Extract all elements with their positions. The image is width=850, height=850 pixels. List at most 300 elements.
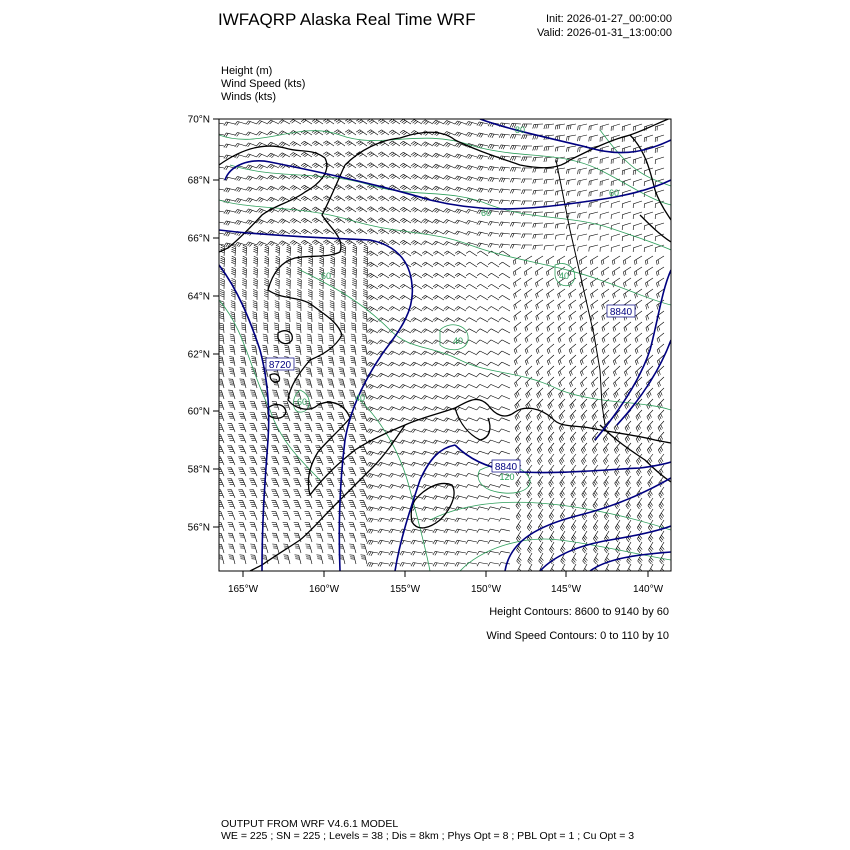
wind-barb	[522, 190, 533, 194]
wind-barb	[615, 531, 620, 542]
wind-barb	[378, 518, 389, 522]
wind-barb	[592, 454, 598, 465]
wind-barb	[351, 334, 356, 344]
wind-barb	[312, 119, 323, 124]
wind-barb	[646, 366, 653, 376]
wind-barb	[444, 262, 455, 267]
wind-barb	[466, 384, 477, 388]
wind-barb	[378, 152, 389, 157]
wind-barb	[559, 410, 565, 420]
wind-barb	[637, 476, 642, 487]
wind-barb	[389, 362, 400, 366]
wind-barb	[613, 289, 620, 298]
wind-barb	[657, 344, 664, 354]
wind-barb	[275, 245, 279, 256]
wind-barb	[367, 496, 378, 501]
wind-barb	[600, 234, 609, 241]
wind-barb	[378, 529, 389, 533]
wind-barb	[367, 262, 378, 267]
wind-barb	[301, 152, 312, 157]
wind-barb	[312, 163, 323, 168]
wind-barb	[515, 377, 522, 387]
wind-barb	[231, 290, 235, 301]
wind-barb	[356, 130, 367, 135]
wind-barb	[634, 256, 642, 265]
wind-barb	[455, 396, 466, 400]
wind-barb	[262, 345, 268, 355]
wind-barb	[559, 399, 565, 409]
wind-barb	[455, 551, 466, 555]
wind-barb	[422, 142, 433, 147]
wind-barb	[239, 533, 246, 542]
wind-barb	[591, 311, 598, 321]
wind-barb	[525, 366, 532, 376]
wind-barb	[341, 256, 345, 267]
wind-barb	[422, 219, 433, 224]
wind-barb	[444, 143, 455, 148]
wind-barb	[422, 362, 433, 366]
wind-barb	[537, 443, 543, 454]
wind-barb	[249, 446, 257, 454]
wind-barb	[263, 334, 268, 344]
wind-barb	[264, 290, 268, 301]
wind-barb	[323, 185, 334, 190]
wind-barb	[455, 462, 466, 466]
wind-barb	[279, 120, 290, 124]
wind-barb	[389, 540, 400, 544]
wind-barb	[389, 507, 400, 511]
wind-barb	[477, 284, 488, 289]
wind-barb	[378, 284, 389, 289]
wind-barb	[589, 157, 598, 164]
wind-barb	[301, 229, 312, 234]
wind-barb	[389, 451, 400, 455]
wind-barb	[400, 451, 411, 455]
wind-barb	[400, 496, 411, 500]
wind-barb	[455, 518, 466, 522]
wind-barb	[294, 413, 301, 422]
wind-barb	[260, 479, 268, 487]
wind-barb	[323, 240, 334, 245]
wind-barb	[316, 424, 324, 432]
wind-barb	[411, 318, 422, 322]
wind-barb	[548, 454, 554, 465]
wind-barb	[455, 473, 466, 477]
wind-barb	[444, 132, 455, 137]
wind-barb	[613, 333, 620, 343]
wind-barb	[444, 473, 455, 477]
wind-barb	[328, 368, 334, 377]
wind-barb	[249, 479, 257, 487]
wind-barb	[525, 289, 532, 298]
wind-barb	[334, 196, 345, 201]
wind-barb	[290, 241, 301, 246]
wind-barb	[591, 366, 598, 376]
wind-barb	[455, 307, 466, 312]
wind-barb	[477, 243, 488, 247]
wind-barb	[655, 124, 664, 131]
wind-barb	[605, 564, 610, 575]
wind-barb	[536, 278, 544, 287]
wind-barb	[363, 245, 367, 256]
wind-barb	[297, 245, 301, 256]
wind-barb	[549, 509, 554, 520]
wind-barb	[279, 219, 290, 224]
wind-barb	[600, 124, 609, 131]
wind-barb	[466, 154, 477, 159]
wind-barb	[348, 468, 356, 476]
wind-barb	[227, 479, 235, 487]
wind-barb	[367, 384, 378, 389]
wind-barb	[582, 487, 587, 498]
wind-barb	[455, 220, 466, 224]
height-contour-label: 8840	[609, 307, 633, 318]
wind-barb	[378, 163, 389, 168]
wind-barb	[433, 186, 444, 191]
wind-barb	[367, 152, 378, 157]
wind-barb	[295, 555, 302, 564]
wind-barb	[301, 218, 312, 223]
field-label-winds: Winds (kts)	[221, 91, 276, 103]
wind-barb	[555, 212, 565, 217]
wind-barb	[455, 351, 466, 355]
wind-barb	[250, 401, 257, 410]
wind-barb	[455, 529, 466, 533]
wind-barb	[389, 518, 400, 522]
wind-barb	[422, 208, 433, 213]
plot-title: IWFAQRP Alaska Real Time WRF	[218, 10, 476, 29]
wind-barb	[286, 245, 290, 256]
wind-barb	[251, 368, 257, 377]
wind-barb	[224, 144, 235, 148]
wind-barb	[656, 256, 664, 265]
wind-barb	[622, 168, 631, 175]
wind-barb	[477, 307, 488, 312]
wind-barb	[522, 245, 533, 249]
wind-barb	[257, 187, 268, 192]
wind-barb	[339, 345, 345, 355]
wind-barb	[600, 245, 609, 252]
wind-barb	[306, 345, 312, 355]
wind-barb	[367, 218, 378, 223]
wind-barb	[433, 273, 444, 278]
wind-barb	[466, 209, 477, 213]
wind-barb	[250, 413, 257, 422]
wind-barb	[455, 318, 466, 322]
wind-barb	[217, 544, 224, 553]
wind-barb	[317, 357, 323, 367]
map-tick-labels	[188, 115, 664, 596]
wind-barb	[528, 553, 533, 564]
wind-barb	[566, 135, 576, 141]
wind-barb	[341, 267, 345, 278]
wind-barb	[592, 410, 598, 420]
wind-barb	[593, 531, 598, 542]
wind-barb	[555, 168, 565, 173]
wind-barb	[318, 323, 323, 333]
wind-barb	[560, 487, 565, 498]
wind-barb	[533, 201, 543, 206]
wind-barb	[213, 166, 224, 170]
wind-barb	[286, 301, 290, 311]
wind-barb	[422, 384, 433, 388]
wind-barb	[275, 312, 280, 322]
wind-barb	[549, 487, 554, 498]
wind-barb	[294, 522, 301, 531]
wind-barb	[544, 168, 554, 173]
wind-barb	[411, 407, 422, 411]
wind-barb	[558, 366, 565, 376]
wind-barb	[568, 256, 576, 265]
wind-barb	[569, 300, 576, 309]
wind-barb	[389, 473, 400, 477]
wind-barb	[253, 245, 257, 256]
height-contour-legend: Height Contours: 8600 to 9140 by 60	[489, 606, 669, 618]
wind-barb	[378, 396, 389, 400]
wind-barb	[312, 229, 323, 234]
wind-barb	[235, 242, 246, 247]
wind-barb	[477, 351, 488, 355]
wind-barb	[305, 512, 313, 520]
wind-barb	[389, 262, 400, 267]
wind-barb	[444, 165, 455, 170]
wind-barb	[271, 457, 279, 465]
wind-barb	[569, 355, 576, 365]
wind-barb	[378, 540, 389, 544]
wind-barb	[647, 421, 653, 432]
wind-barb	[296, 334, 301, 344]
wind-barb	[220, 290, 224, 301]
valid-time: Valid: 2026-01-31_13:00:00	[537, 27, 672, 39]
wind-barb	[593, 476, 598, 487]
wind-barb	[455, 198, 466, 203]
wind-barb	[635, 344, 642, 354]
wind-barb	[594, 553, 599, 564]
wind-barb	[308, 256, 312, 267]
wind-barb	[352, 301, 356, 311]
wind-barb	[345, 141, 356, 146]
wind-barb	[635, 333, 642, 343]
wind-barb	[646, 278, 654, 287]
wind-barb	[611, 212, 620, 219]
wind-barb	[444, 418, 455, 422]
wind-barb	[657, 322, 664, 332]
wind-barb	[367, 563, 378, 567]
wind-barb	[477, 155, 488, 160]
wind-barb	[499, 551, 510, 555]
wind-barb	[422, 496, 433, 500]
wind-barb	[293, 468, 301, 476]
wind-barb	[590, 267, 598, 276]
wind-barb	[230, 334, 235, 344]
wind-barb	[444, 251, 455, 256]
wind-barb	[224, 122, 235, 126]
wind-barb	[360, 424, 368, 432]
wind-barb	[539, 553, 544, 564]
wind-barb	[444, 121, 455, 126]
wind-barb	[389, 485, 400, 489]
wind-barb	[293, 501, 301, 509]
wind-barb	[488, 177, 499, 181]
wind-barb	[536, 311, 543, 321]
wind-barb	[389, 130, 400, 135]
wind-barb	[488, 262, 499, 267]
wind-barb	[268, 120, 279, 124]
wind-barb	[230, 323, 235, 333]
wind-barb	[578, 179, 587, 185]
wind-barb	[282, 479, 290, 487]
wind-barb	[327, 424, 335, 432]
wind-barb	[231, 301, 235, 311]
wind-barb	[558, 355, 565, 365]
wind-barb	[499, 507, 510, 511]
wind-barb	[253, 290, 257, 301]
wind-barb	[455, 384, 466, 388]
wind-barb	[566, 223, 576, 229]
wind-barb	[433, 540, 444, 544]
wind-barb	[589, 234, 598, 241]
wind-barb	[614, 443, 620, 454]
wind-barb	[257, 220, 268, 225]
wind-barb	[547, 355, 554, 365]
wind-barb	[578, 234, 587, 240]
wind-barb	[360, 533, 367, 542]
wind-barb	[268, 219, 279, 224]
wind-barb	[589, 190, 598, 197]
wind-barb	[648, 520, 653, 531]
wind-barb	[466, 418, 477, 421]
wind-barb	[257, 242, 268, 247]
wind-barb	[581, 443, 587, 454]
wind-barb	[378, 362, 389, 366]
wind-barb	[516, 476, 521, 487]
wind-barb	[466, 176, 477, 181]
wind-barb	[216, 446, 224, 454]
wind-contour-label: 40	[354, 393, 366, 403]
wind-barb	[527, 520, 532, 531]
wind-barb	[644, 179, 653, 186]
wind-barb	[499, 167, 510, 171]
wind-barb	[604, 476, 609, 487]
wind-barb	[488, 340, 499, 344]
wind-barb	[327, 533, 334, 542]
wind-barb	[317, 555, 324, 564]
wind-barb	[411, 473, 422, 477]
wind-barb	[544, 179, 554, 184]
wind-barb	[228, 424, 236, 432]
wind-barb	[378, 130, 389, 135]
wind-barb	[352, 267, 356, 278]
wind-barb	[246, 209, 257, 214]
wind-barb	[251, 555, 258, 564]
wind-barb	[658, 421, 664, 432]
wind-barb	[455, 154, 466, 159]
wind-barb	[250, 379, 257, 388]
wind-barb	[455, 132, 466, 137]
wind-barb	[655, 223, 664, 230]
wind-barb	[578, 135, 587, 141]
wind-barb	[338, 390, 345, 399]
wind-barb	[655, 245, 664, 252]
wind-barb	[466, 307, 477, 312]
wind-barb	[334, 141, 345, 146]
wind-barb	[345, 240, 356, 245]
wind-barb	[319, 245, 323, 256]
wind-barb	[246, 198, 257, 203]
wind-barb	[367, 130, 378, 135]
wind-barb	[304, 501, 312, 509]
wind-barb	[264, 267, 268, 278]
wind-barb	[268, 153, 279, 158]
wind-barb	[638, 564, 643, 575]
wind-barb	[238, 490, 246, 498]
wind-barb	[308, 312, 313, 322]
wind-barb	[644, 135, 653, 142]
wind-barb	[238, 468, 246, 476]
wind-barb	[622, 245, 631, 252]
wind-barb	[268, 197, 279, 202]
wind-barb	[271, 435, 279, 443]
wind-barb	[433, 496, 444, 500]
wind-barb	[367, 340, 378, 345]
wind-barb	[389, 218, 400, 223]
wind-barb	[622, 201, 631, 208]
wind-barb	[527, 498, 532, 509]
wind-contour-label: 120	[499, 472, 515, 482]
wind-barb	[647, 443, 653, 454]
wind-contour-legend: Wind Speed Contours: 0 to 110 by 10	[486, 630, 669, 642]
wind-barb	[656, 267, 664, 276]
wind-barb	[602, 366, 609, 376]
wind-barb	[341, 290, 345, 301]
wind-barb	[580, 311, 587, 321]
wind-barb	[250, 533, 257, 542]
wind-barb	[455, 362, 466, 366]
wind-barb	[389, 141, 400, 146]
wind-barb	[644, 245, 653, 252]
wind-barb	[499, 233, 510, 237]
wind-barb	[514, 366, 521, 376]
wind-barb	[593, 498, 598, 509]
wind-barb	[635, 289, 642, 298]
wind-barb	[246, 143, 257, 147]
wind-barb	[569, 322, 576, 332]
wind-barb	[466, 318, 477, 322]
wind-barb	[466, 373, 477, 377]
wind-barb	[591, 355, 598, 365]
wind-barb	[411, 340, 422, 344]
wind-barb	[227, 446, 235, 454]
wind-barb	[466, 284, 477, 289]
wind-barb	[290, 186, 301, 191]
wind-barb	[250, 424, 258, 432]
wind-barb	[499, 351, 510, 355]
wind-barb	[361, 368, 367, 377]
wind-barb	[635, 278, 643, 287]
wind-barb	[367, 551, 378, 555]
wind-barb	[260, 435, 268, 443]
wind-barb	[297, 278, 301, 289]
wind-barb	[411, 307, 422, 312]
wind-barb	[294, 424, 302, 432]
wind-barb	[286, 312, 291, 322]
wind-barb	[466, 518, 477, 522]
wind-barb	[537, 388, 543, 398]
wind-barb	[560, 465, 566, 476]
wind-barb	[327, 522, 334, 531]
wind-barb	[433, 473, 444, 477]
wind-barb	[378, 273, 389, 278]
